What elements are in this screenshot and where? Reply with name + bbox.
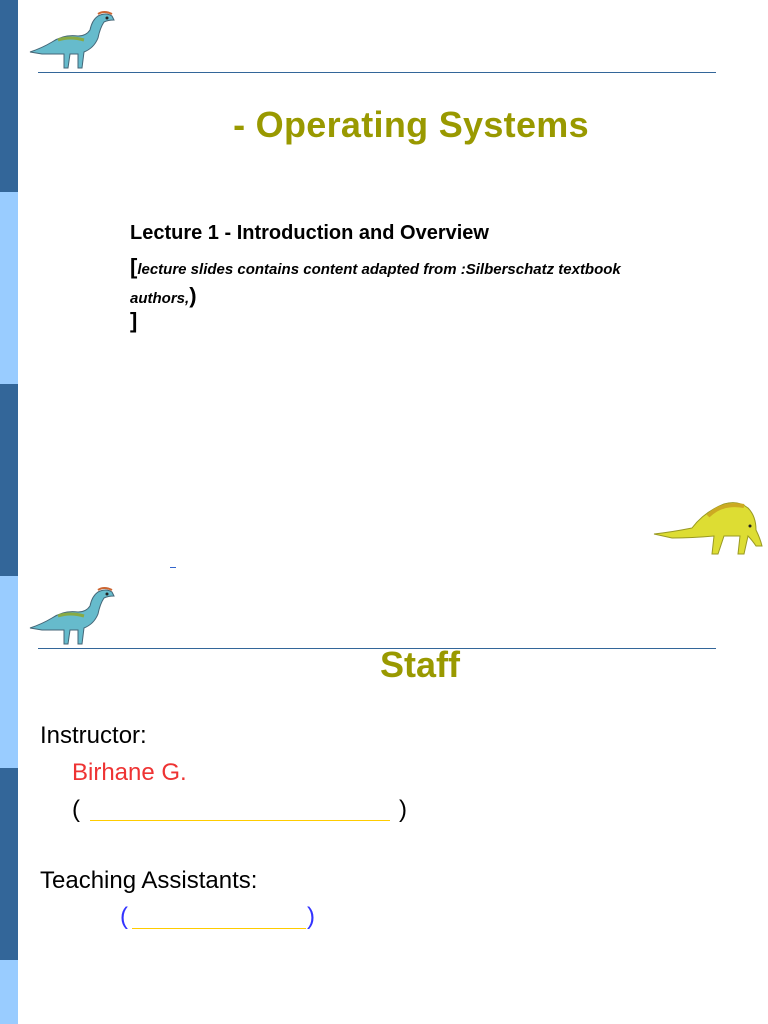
dinosaur-logo xyxy=(28,584,118,648)
close-paren: ) xyxy=(307,903,315,930)
open-bracket: [ xyxy=(130,254,138,279)
close-bracket: ] xyxy=(130,308,138,333)
sidebar-band xyxy=(0,384,18,576)
blank-line xyxy=(132,928,306,929)
lecture-heading: Lecture 1 - Introduction and Overview xyxy=(130,222,489,244)
source-note xyxy=(130,254,650,312)
sidebar-band xyxy=(0,0,18,192)
ta-label: Teaching Assistants: xyxy=(40,867,258,894)
open-paren: ( xyxy=(72,796,80,823)
sidebar-band xyxy=(0,960,18,1024)
open-paren: ( xyxy=(120,903,128,930)
dinosaur-illustration xyxy=(652,492,764,558)
sidebar-band xyxy=(0,768,18,960)
close-paren: ) xyxy=(189,283,197,308)
dinosaur-logo xyxy=(28,8,118,72)
slide-title: Staff xyxy=(380,644,460,685)
instructor-name: Birhane G. xyxy=(72,759,187,786)
close-paren: ) xyxy=(399,796,407,823)
blank-line xyxy=(90,820,390,821)
instructor-label: Instructor: xyxy=(40,722,147,749)
source-note-text: lecture slides contains content adapted from :Silberschatz textbook authors, xyxy=(130,261,621,307)
header-rule xyxy=(38,72,716,73)
slide-title: - Operating Systems xyxy=(233,104,589,145)
link-mark[interactable] xyxy=(170,567,176,568)
sidebar-band xyxy=(0,192,18,384)
